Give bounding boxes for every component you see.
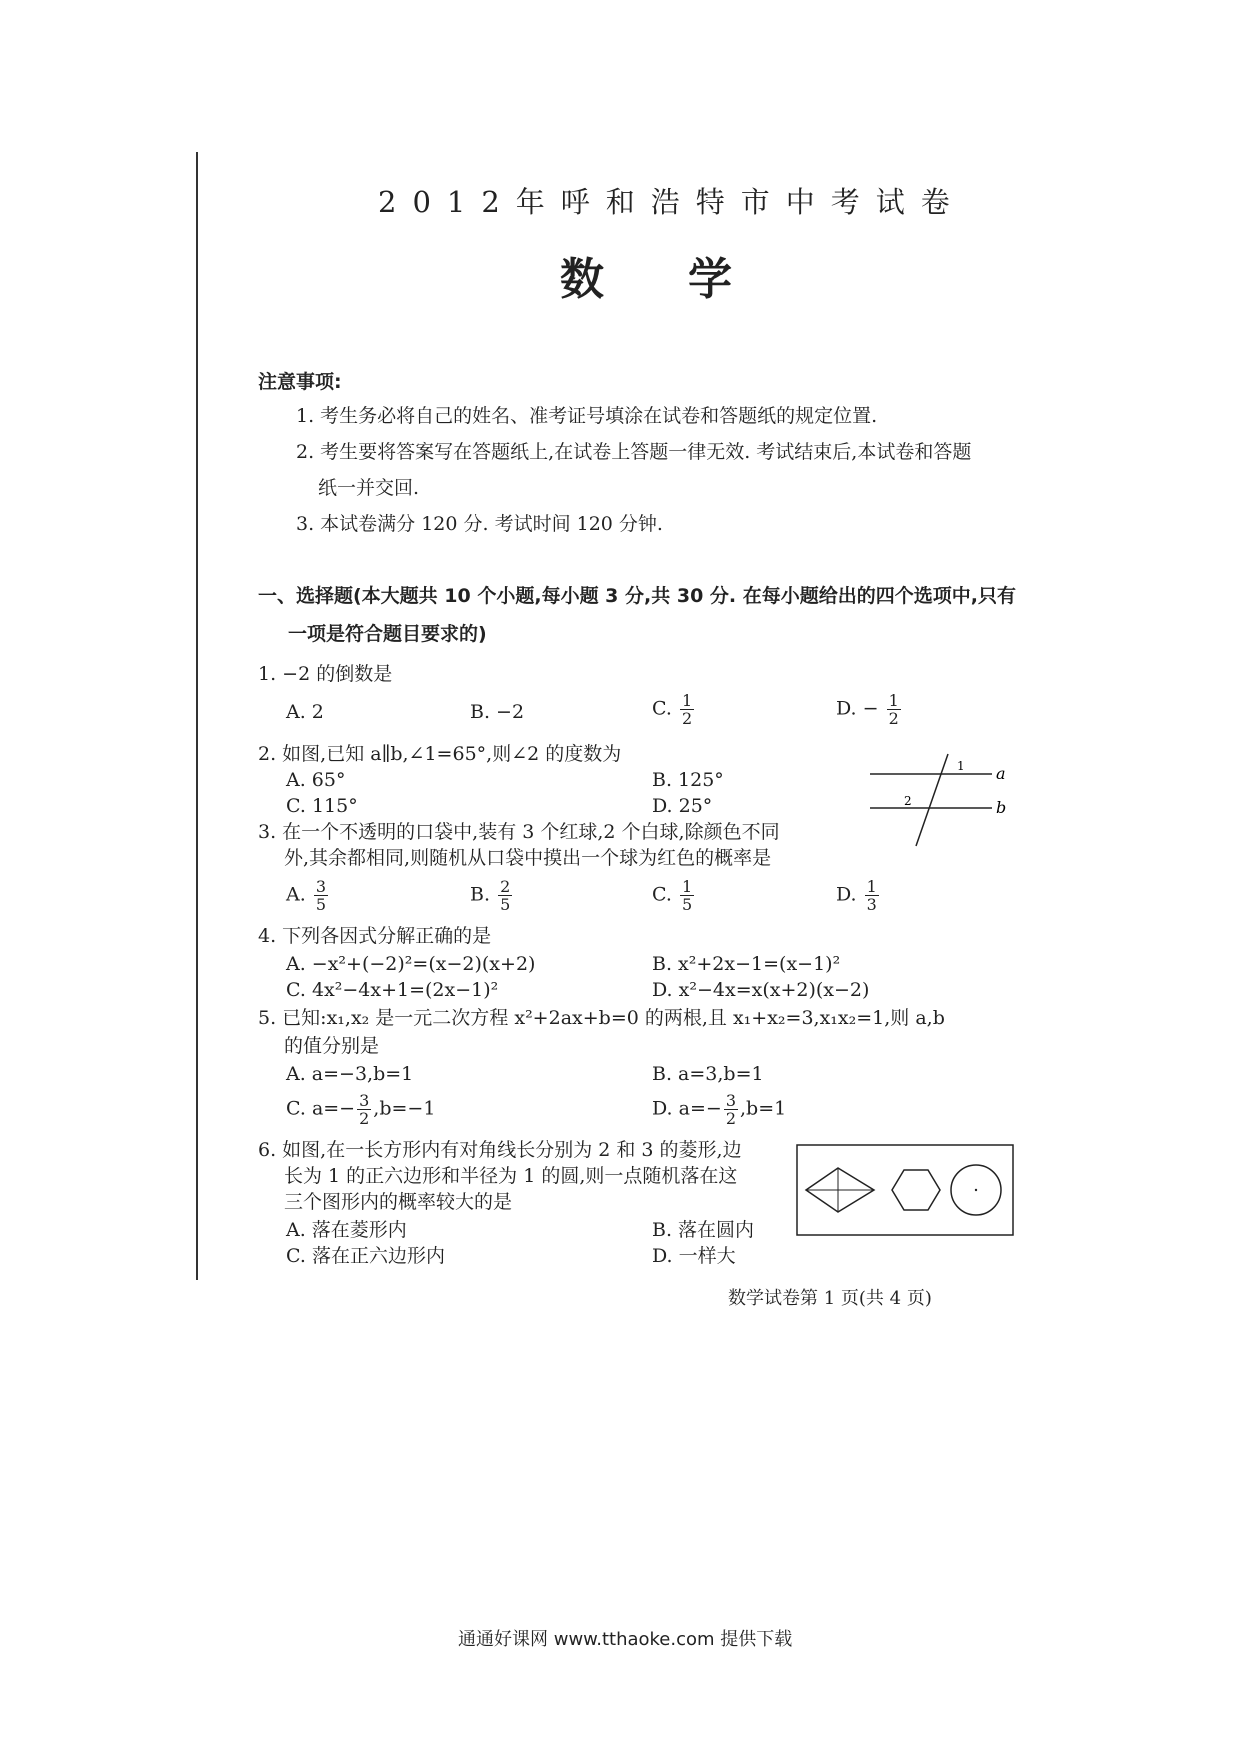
- fig-line-label-a: a: [996, 764, 1006, 783]
- note-item-2-cont: 纸一并交回.: [318, 477, 420, 499]
- page-footer: 数学试卷第 1 页(共 4 页): [728, 1288, 932, 1309]
- q3-option-c: C. $\frac{1}{5}$: [652, 877, 693, 914]
- fig-angle-label-1: 1: [957, 759, 965, 773]
- q3-option-b-fraction: $\frac{2}{5}$: [500, 877, 511, 914]
- q3-option-d-fraction: $\frac{1}{3}$: [866, 877, 877, 914]
- q3-option-d: D. $\frac{1}{3}$: [836, 877, 877, 914]
- q6-option-a: A. 落在菱形内: [286, 1219, 407, 1241]
- q5-stem-line1: 5. 已知:x₁,x₂ 是一元二次方程 x²+2ax+b=0 的两根,且 x₁+x₂=3,x₁x₂=1,则 a,b: [258, 1007, 945, 1029]
- q1-option-c-fraction: $\frac{1}{2}$: [681, 691, 693, 728]
- q5-option-c: C. a=− $\frac{3}{2}$ ,b=−1: [286, 1091, 436, 1128]
- q6-option-c: C. 落在正六边形内: [286, 1245, 445, 1267]
- q3-option-a: A. $\frac{3}{5}$: [286, 877, 326, 914]
- site-footer: 通通好课网 www.tthaoke.com 提供下载: [458, 1629, 793, 1650]
- q6-shapes-figure: [796, 1144, 1016, 1238]
- binding-margin-line: [196, 152, 198, 1280]
- exam-title: 2012年呼和浩特市中考试卷: [378, 185, 966, 219]
- q6-option-d: D. 一样大: [652, 1245, 736, 1267]
- q3-option-b: B. $\frac{2}{5}$: [470, 877, 511, 914]
- note-item-1: 1. 考生务必将自己的姓名、准考证号填涂在试卷和答题纸的规定位置.: [296, 405, 878, 427]
- q2-option-a: A. 65°: [286, 769, 346, 791]
- q4-option-a: A. −x²+(−2)²=(x−2)(x+2): [286, 953, 536, 975]
- q5-option-d-fraction: $\frac{3}{2}$: [725, 1091, 736, 1128]
- q3-option-a-fraction: $\frac{3}{5}$: [315, 877, 326, 914]
- q4-option-d: D. x²−4x=x(x+2)(x−2): [652, 979, 870, 1001]
- q3-option-c-fraction: $\frac{1}{5}$: [681, 877, 693, 914]
- q1-stem: 1. −2 的倒数是: [258, 663, 393, 685]
- q1-option-c: [652, 692, 696, 727]
- q5-stem-line2: 的值分别是: [284, 1035, 380, 1057]
- hexagon-shape: [892, 1170, 940, 1210]
- q1-option-d-fraction: $\frac{1}{2}$: [888, 691, 899, 728]
- q4-stem: 4. 下列各因式分解正确的是: [258, 925, 492, 947]
- q2-option-b: B. 125°: [652, 769, 724, 791]
- q2-option-c: C. 115°: [286, 795, 358, 817]
- q1-option-d-label: D. −: [836, 697, 879, 720]
- q2-parallel-lines-figure: [862, 748, 1022, 848]
- q3-stem-line2: 外,其余都相同,则随机从口袋中摸出一个球为红色的概率是: [284, 847, 772, 869]
- q2-option-d: D. 25°: [652, 795, 713, 817]
- note-item-3: 3. 本试卷满分 120 分. 考试时间 120 分钟.: [296, 513, 663, 535]
- q1-option-a: A. 2: [286, 701, 324, 723]
- q6-option-b: B. 落在圆内: [652, 1219, 755, 1241]
- fig-line-label-b: b: [996, 798, 1007, 817]
- q4-option-b: B. x²+2x−1=(x−1)²: [652, 953, 841, 975]
- q3-stem-line1: 3. 在一个不透明的口袋中,装有 3 个红球,2 个白球,除颜色不同: [258, 821, 780, 843]
- q2-stem: 2. 如图,已知 a∥b,∠1=65°,则∠2 的度数为: [258, 743, 622, 765]
- note-item-2: 2. 考生要将答案写在答题纸上,在试卷上答题一律无效. 考试结束后,本试卷和答题: [296, 441, 972, 463]
- q6-stem-line1: 6. 如图,在一长方形内有对角线长分别为 2 和 3 的菱形,边: [258, 1139, 742, 1161]
- fig-angle-label-2: 2: [904, 794, 912, 808]
- q6-stem-line2: 长为 1 的正六边形和半径为 1 的圆,则一点随机落在这: [284, 1165, 738, 1187]
- q5-option-c-fraction: $\frac{3}{2}$: [359, 1091, 370, 1128]
- q5-option-d: D. a=− $\frac{3}{2}$ ,b=1: [652, 1091, 787, 1128]
- q4-option-c: C. 4x²−4x+1=(2x−1)²: [286, 979, 499, 1001]
- q6-stem-line3: 三个图形内的概率较大的是: [284, 1191, 513, 1213]
- q1-option-b: B. −2: [470, 701, 525, 723]
- subject-title: 数学: [560, 254, 816, 305]
- q5-option-b: B. a=3,b=1: [652, 1063, 764, 1085]
- q5-option-a: A. a=−3,b=1: [286, 1063, 414, 1085]
- notes-heading: 注意事项:: [258, 371, 342, 393]
- section1-heading: 一、选择题(本大题共 10 个小题,每小题 3 分,共 30 分. 在每小题给出的四个选项中,只有: [258, 585, 1016, 607]
- q1-option-c-label: C.: [652, 697, 672, 720]
- circle-center-dot: [975, 1189, 977, 1191]
- q1-option-d: [836, 692, 903, 727]
- section1-heading-cont: 一项是符合题目要求的): [288, 623, 487, 645]
